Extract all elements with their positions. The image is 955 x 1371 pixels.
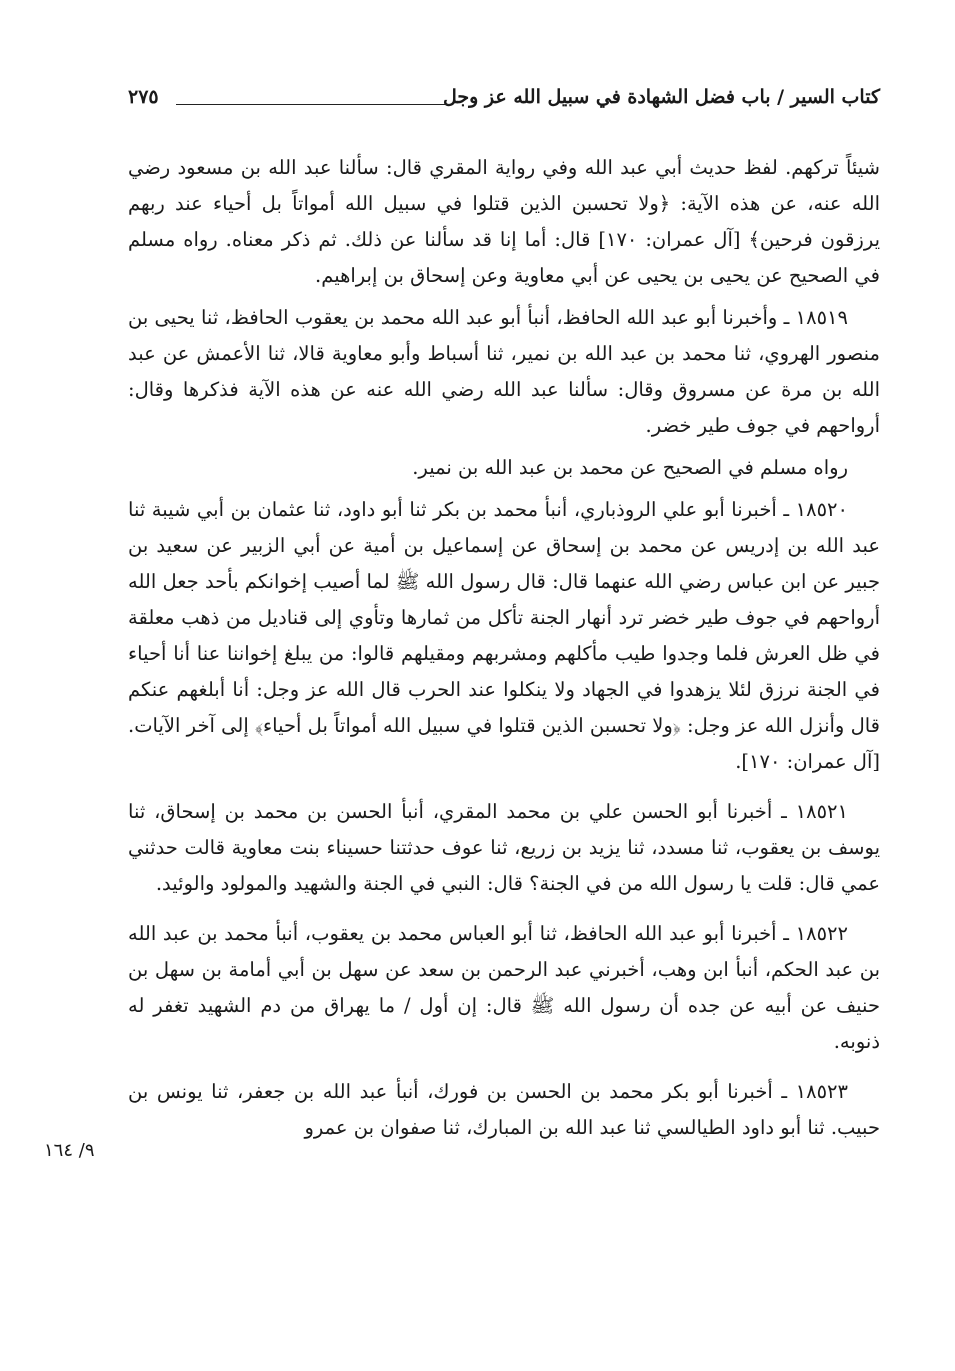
- narration-note: رواه مسلم في الصحيح عن محمد بن عبد الله بن نمير.: [412, 456, 848, 479]
- hadith-18521: ١٨٥٢١ ـ أخبرنا أبو الحسن علي بن محمد المقري، أنبأ الحسن بن محمد بن إسحاق، ثنا يوسف بن يعقوب، ثنا مسدد، ثنا يزيد بن زريع، ثنا عوف حدثتنا حسيناء بنت معاوية قالت حدثني عمي قال: قلت يا رسول الله من في الجنة؟ قال: النبي في الجنة والشهيد والمولود والوئيد.: [128, 800, 880, 895]
- hadith-18522: ١٨٥٢٢ ـ أخبرنا أبو عبد الله الحافظ، ثنا أبو العباس محمد بن يعقوب، أنبأ محمد بن عبد الله بن عبد الحكم، أنبأ ابن وهب، أخبرني عبد الرحمن بن سعد عن سهل بن أبي أمامة بن سهل بن حنيف عن أبيه عن جده أن رسول الله ﷺ قال: إن أول / ما يهراق من دم الشهيد تغفر له ذنوبه.: [128, 922, 880, 1053]
- main-text: [128, 150, 880, 1146]
- page-number: ٢٧٥: [128, 86, 159, 108]
- running-title: كتاب السير / باب فضل الشهادة في سبيل الله عز وجل: [442, 86, 880, 108]
- margin-reference: ٩/ ١٦٤: [44, 1140, 95, 1161]
- page-header: [128, 84, 880, 118]
- hadith-18519: ١٨٥١٩ ـ وأخبرنا أبو عبد الله الحافظ، أنبأ أبو عبد الله محمد بن يعقوب الحافظ، ثنا يحيى بن منصور الهروي، ثنا محمد بن عبد الله بن نمير، ثنا أسباط وأبو معاوية قالا، ثنا الأعمش عن عبد الله بن مرة عن مسروق وقال: سألنا عبد الله رضي الله عنه عن هذه الآية فذكرها وقال: أرواحهم في جوف طير خضر.: [128, 306, 880, 437]
- hadith-18523: ١٨٥٢٣ ـ أخبرنا أبو بكر محمد بن الحسن بن فورك، أنبأ عبد الله بن جعفر، ثنا يونس بن حبيب. ثنا أبو داود الطيالسي ثنا عبد الله بن المبارك، ثنا صفوان بن عمرو: [128, 1080, 880, 1139]
- hadith-18520: ١٨٥٢٠ ـ أخبرنا أبو علي الروذباري، أنبأ محمد بن بكر ثنا أبو داود، ثنا عثمان بن أبي شيبة ثنا عبد الله بن إدريس عن محمد بن إسحاق عن إسماعيل بن أمية عن أبي الزبير عن سعيد بن جبير عن ابن عباس رضي الله عنهما قال: قال رسول الله ﷺ لما أصيب إخوانكم بأحد جعل الله أرواحهم في جوف طير خضر ترد أنهار الجنة تأكل من ثمارها وتأوي إلى قناديل من ذهب معلقة في ظل العرش فلما وجدوا طيب مأكلهم ومشربهم ومقيلهم قالوا: من يبلغ إخواننا عنا أنا أحياء في الجنة نرزق لئلا يزهدوا في الجهاد ولا ينكلوا عند الحرب قال الله عز وجل: أنا أبلغهم عنكم قال وأنزل الله عز وجل: ﴿ولا تحسبن الذين قتلوا في سبيل الله أمواتاً بل أحياء﴾ إلى آخر الآيات. [آل عمران: ١٧٠].: [128, 498, 880, 773]
- header-rule: [176, 104, 450, 105]
- paragraph-continuation: شيئاً تركهم. لفظ حديث أبي عبد الله وفي رواية المقري قال: سألنا عبد الله بن مسعود رضي الله عنه، عن هذه الآية: ﴿ولا تحسبن الذين قتلوا في سبيل الله أمواتاً بل أحياء عند ربهم يرزقون فرحين﴾ [آل عمران: ١٧٠] قال: أما إنا قد سألنا عن ذلك. ثم ذكر معناه. رواه مسلم في الصحيح عن يحيى بن يحيى عن أبي معاوية وعن إسحاق بن إبراهيم.: [128, 156, 881, 287]
